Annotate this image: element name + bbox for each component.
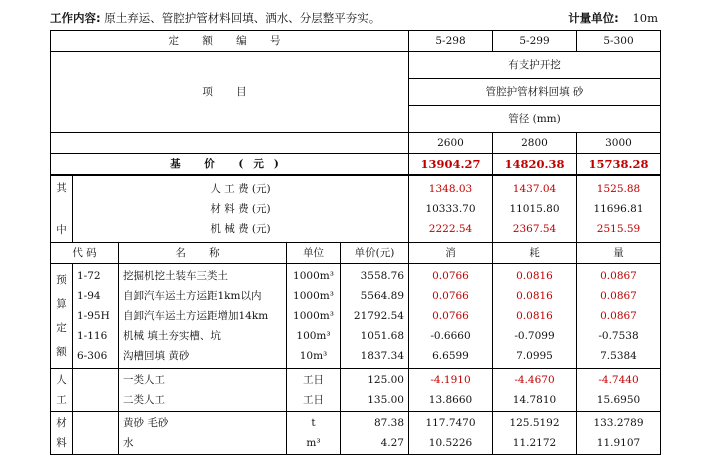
code-header: 代 码: [51, 243, 119, 264]
budget-consumption: 0.0766: [432, 290, 469, 302]
material-cost-label: 材 料 费 (元): [210, 203, 271, 215]
budget-name: 机械 填土夯实槽、坑: [123, 330, 221, 342]
budget-consumption: 0.0867: [600, 270, 637, 282]
labor-consumption: 14.7810: [512, 394, 557, 406]
budget-prices: [341, 264, 409, 369]
quota-table: [50, 30, 661, 455]
budget-consumption-col: [493, 264, 577, 369]
labor-consumption: -4.1910: [430, 374, 471, 386]
material-cost: 11015.80: [509, 203, 560, 215]
material-name: 黄砂 毛砂: [123, 417, 169, 429]
quota-code-row: [51, 31, 661, 52]
of-which-char: 其: [56, 182, 67, 194]
material-name: 水: [123, 437, 134, 449]
labor-cost: 1437.04: [512, 183, 557, 195]
of-which-char: 中: [56, 224, 67, 236]
budget-consumption-col: [577, 264, 661, 369]
material-consumption: 11.2172: [512, 437, 557, 449]
labor-price: 125.00: [367, 374, 404, 386]
backfill-material: 管腔护管材料回填 砂: [409, 79, 661, 106]
unit-label: 计量单位:: [568, 11, 619, 25]
budget-name: 挖掘机挖土装车三类土: [123, 270, 228, 282]
page-header: [50, 10, 658, 28]
labor-consumption-col: [409, 369, 493, 412]
budget-unit: 100m³: [296, 330, 331, 342]
machine-cost: 2515.59: [596, 223, 641, 235]
diameter-value: 3000: [577, 133, 661, 154]
price-header: 单价(元): [341, 243, 409, 264]
name-header: 名 称: [119, 243, 287, 264]
budget-quota-label: [51, 264, 73, 369]
quota-code: 5-298: [409, 31, 493, 52]
consumption-header: 消: [409, 243, 493, 264]
budget-code: 1-94: [77, 290, 101, 302]
labor-unit: 工日: [303, 374, 324, 386]
diameter-value: 2600: [409, 133, 493, 154]
material-cost: 11696.81: [593, 203, 644, 215]
material-consumption-col: [409, 412, 493, 455]
base-price: 14820.38: [493, 154, 577, 176]
item-row-1: [51, 52, 661, 79]
base-price-label: 基 价 (元): [51, 154, 409, 176]
material-unit: m³: [306, 437, 321, 449]
material-label-char: 料: [56, 437, 67, 449]
material-label: [51, 412, 73, 455]
budget-units: [287, 264, 341, 369]
labor-block-row: [51, 369, 661, 412]
budget-block-row: [51, 264, 661, 369]
budget-consumption: -0.7099: [514, 330, 555, 342]
labor-consumption: -4.7440: [598, 374, 639, 386]
budget-label-char: 额: [56, 346, 67, 358]
budget-code: 1-72: [77, 270, 101, 282]
unit-header: 单位: [287, 243, 341, 264]
budget-consumption: 7.5384: [600, 350, 637, 362]
budget-consumption-col: [409, 264, 493, 369]
base-price: 13904.27: [409, 154, 493, 176]
labor-names: [119, 369, 287, 412]
labor-price: 135.00: [367, 394, 404, 406]
column-header-row: [51, 243, 661, 264]
labor-unit: 工日: [303, 394, 324, 406]
budget-unit: 1000m³: [293, 270, 334, 282]
diameter-label: 管径 (mm): [409, 106, 661, 133]
budget-name: 自卸汽车运土方运距增加14km: [123, 310, 269, 322]
budget-label-char: 定: [56, 322, 67, 334]
labor-consumption: 13.8660: [428, 394, 473, 406]
labor-label-char: 人: [56, 374, 67, 386]
quota-code: 5-299: [493, 31, 577, 52]
budget-price: 1051.68: [360, 330, 404, 342]
cost-column: [493, 175, 577, 243]
machine-cost: 2222.54: [428, 223, 473, 235]
labor-cost: 1348.03: [428, 183, 473, 195]
budget-code: 1-116: [77, 330, 108, 342]
labor-cost-label: 人 工 费 (元): [210, 183, 271, 195]
machine-cost-label: 机 械 费 (元): [210, 223, 271, 235]
material-names: [119, 412, 287, 455]
labor-units: [287, 369, 341, 412]
budget-consumption: 0.0867: [600, 290, 637, 302]
budget-unit: 1000m³: [293, 290, 334, 302]
labor-name: 二类人工: [123, 394, 165, 406]
material-units: [287, 412, 341, 455]
diameter-row: [51, 133, 661, 154]
material-cost: 10333.70: [425, 203, 476, 215]
quota-code: 5-300: [577, 31, 661, 52]
blank-cell: [73, 412, 119, 455]
blank-cell: [73, 369, 119, 412]
material-consumption-col: [577, 412, 661, 455]
labor-label: [51, 369, 73, 412]
material-unit: t: [311, 417, 316, 429]
budget-consumption: 0.0867: [600, 310, 637, 322]
cost-labels: [73, 175, 409, 243]
budget-consumption: -0.6660: [430, 330, 471, 342]
budget-price: 5564.89: [360, 290, 404, 302]
material-block-row: [51, 412, 661, 455]
labor-consumption-col: [493, 369, 577, 412]
budget-price: 1837.34: [360, 350, 404, 362]
base-price-row: [51, 154, 661, 176]
labor-consumption-col: [577, 369, 661, 412]
material-label-char: 材: [56, 417, 67, 429]
budget-unit: 10m³: [299, 350, 328, 362]
consumption-header: 量: [577, 243, 661, 264]
budget-consumption: 0.0816: [516, 310, 553, 322]
budget-consumption: -0.7538: [598, 330, 639, 342]
work-content-text: 原土弃运、管腔护管材料回填、洒水、分层整平夯实。: [104, 11, 381, 25]
budget-price: 21792.54: [353, 310, 404, 322]
material-consumption: 133.2789: [593, 417, 644, 429]
machine-cost: 2367.54: [512, 223, 557, 235]
labor-cost: 1525.88: [596, 183, 641, 195]
budget-unit: 1000m³: [293, 310, 334, 322]
budget-consumption: 0.0766: [432, 310, 469, 322]
budget-names: [119, 264, 287, 369]
item-label: 项 目: [51, 52, 409, 133]
budget-code: 6-306: [77, 350, 108, 362]
budget-consumption: 0.0816: [516, 290, 553, 302]
budget-code: 1-95H: [77, 310, 110, 322]
material-consumption: 11.9107: [596, 437, 641, 449]
material-price: 4.27: [380, 437, 404, 449]
cost-column: [577, 175, 661, 243]
labor-name: 一类人工: [123, 374, 165, 386]
budget-consumption: 0.0816: [516, 270, 553, 282]
budget-label-char: 预: [56, 274, 67, 286]
budget-name: 自卸汽车运土方运距1km以内: [123, 290, 262, 302]
excavation-type: 有支护开挖: [409, 52, 661, 79]
budget-name: 沟槽回填 黄砂: [123, 350, 190, 362]
diameter-value: 2800: [493, 133, 577, 154]
labor-consumption: -4.4670: [514, 374, 555, 386]
labor-prices: [341, 369, 409, 412]
material-consumption: 117.7470: [425, 417, 476, 429]
labor-consumption: 15.6950: [596, 394, 641, 406]
budget-price: 3558.76: [360, 270, 404, 282]
unit-line: [568, 10, 658, 26]
material-consumption: 125.5192: [509, 417, 560, 429]
material-price: 87.38: [373, 417, 404, 429]
budget-consumption: 7.0995: [516, 350, 553, 362]
budget-consumption: 0.0766: [432, 270, 469, 282]
cost-column: [409, 175, 493, 243]
unit-value: 10m: [632, 11, 658, 25]
material-prices: [341, 412, 409, 455]
labor-label-char: 工: [56, 394, 67, 406]
cost-breakdown-row: [51, 175, 661, 243]
budget-codes: [73, 264, 119, 369]
material-consumption: 10.5226: [428, 437, 473, 449]
work-content-line: [50, 10, 380, 26]
consumption-header: 耗: [493, 243, 577, 264]
work-content-label: 工作内容:: [50, 11, 101, 25]
of-which-label: [51, 175, 73, 243]
material-consumption-col: [493, 412, 577, 455]
budget-consumption: 6.6599: [432, 350, 469, 362]
budget-label-char: 算: [56, 298, 67, 310]
quota-number-label: 定 额 编 号: [51, 31, 409, 52]
base-price: 15738.28: [577, 154, 661, 176]
blank-cell: [51, 133, 409, 154]
